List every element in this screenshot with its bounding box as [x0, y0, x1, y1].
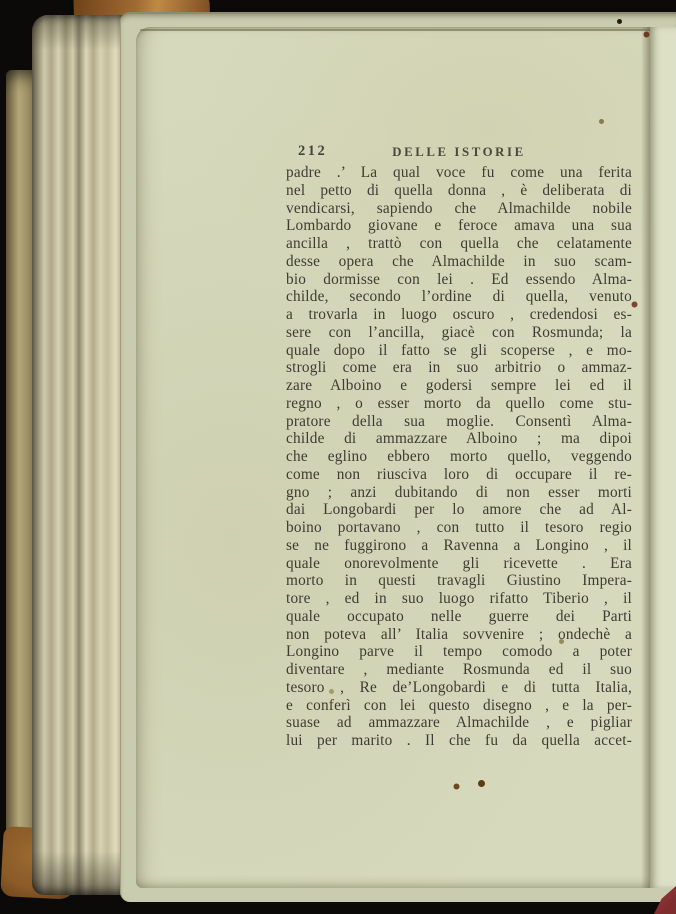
text-line: e conferì con lei questo disegno , e la per- — [286, 696, 632, 714]
page-header — [286, 143, 632, 160]
text-line: quale occupato nelle guerre dei Parti — [286, 607, 632, 625]
foxing-specks — [0, 0, 3, 3]
text-line: lui per marito . Il che fu da quella accet- — [286, 732, 632, 749]
printed-text-block — [286, 143, 632, 750]
running-header: DELLE ISTORIE — [392, 145, 526, 159]
text-line: regno , o esser morto da quello come stu- — [286, 394, 632, 412]
gutter-crease-shadow — [641, 27, 650, 888]
text-line: childe di ammazzare Alboino ; ma dipoi — [286, 430, 632, 448]
page-edges-stack — [32, 15, 134, 895]
text-line: quale onorevolmente gli ricevette . Era — [286, 554, 632, 572]
text-line: se ne fuggirono a Ravenna a Longino , il — [286, 536, 632, 554]
text-line: come non riusciva loro di occupare il re- — [286, 465, 632, 483]
text-line: gno ; anzi dubitando di non esser morti — [286, 483, 632, 501]
text-line: nel petto di quella donna , è deliberata di — [286, 181, 632, 199]
text-line: diventare , mediante Rosmunda ed il suo — [286, 661, 632, 678]
text-line: bio dormisse con lei . Ed essendo Alma- — [286, 270, 632, 288]
text-line: childe, secondo l’ordine di quella, venuto — [286, 288, 632, 306]
text-line: sere con l’ancilla, giacè con Rosmunda; la — [286, 323, 632, 341]
facing-page-sliver — [650, 27, 676, 888]
text-line: tore , ed in suo luogo rifatto Tiberio , il — [286, 590, 632, 607]
text-line: ancilla , trattò con quella che celatamente — [286, 235, 632, 252]
book-cover-edge — [6, 70, 34, 862]
text-line: Lombardo giovane e feroce amava una sua — [286, 217, 632, 235]
text-line: Longino parve il tempo comodo a poter — [286, 643, 632, 661]
text-line: quale dopo il fatto se gli scoperse , e mo- — [286, 341, 632, 359]
text-line: suase ad ammazzare Almachilde , e pigliar — [286, 714, 632, 732]
text-line: boino portavano , con tutto il tesoro regio — [286, 519, 632, 536]
body-text — [286, 164, 632, 750]
page-number: 212 — [298, 143, 328, 159]
text-line: pratore della sua moglie. Consentì Alma- — [286, 412, 632, 430]
text-line: che eglino ebbero morto quello, veggendo — [286, 448, 632, 465]
text-line: desse opera che Almachilde in suo scam- — [286, 252, 632, 270]
text-line: a trovarla in luogo oscuro , credendosi es- — [286, 306, 632, 323]
book-page — [136, 27, 676, 888]
text-line: tesoro , Re de’Longobardi e di tutta Italia, — [286, 678, 632, 696]
text-line: morto in questi travagli Giustino Impera- — [286, 572, 632, 590]
text-line: non poteva all’ Italia sovvenire ; ondechè a — [286, 625, 632, 643]
text-line: strogli come era in suo arbitrio o ammaz- — [286, 359, 632, 377]
text-line: zare Alboino e godersi sempre lei ed il — [286, 377, 632, 394]
text-line: vendicarsi, sapiendo che Almachilde nobile — [286, 199, 632, 217]
text-line: padre .’ La qual voce fu come una ferita — [286, 164, 632, 181]
text-line: dai Longobardi per lo amore che ad Al- — [286, 501, 632, 519]
